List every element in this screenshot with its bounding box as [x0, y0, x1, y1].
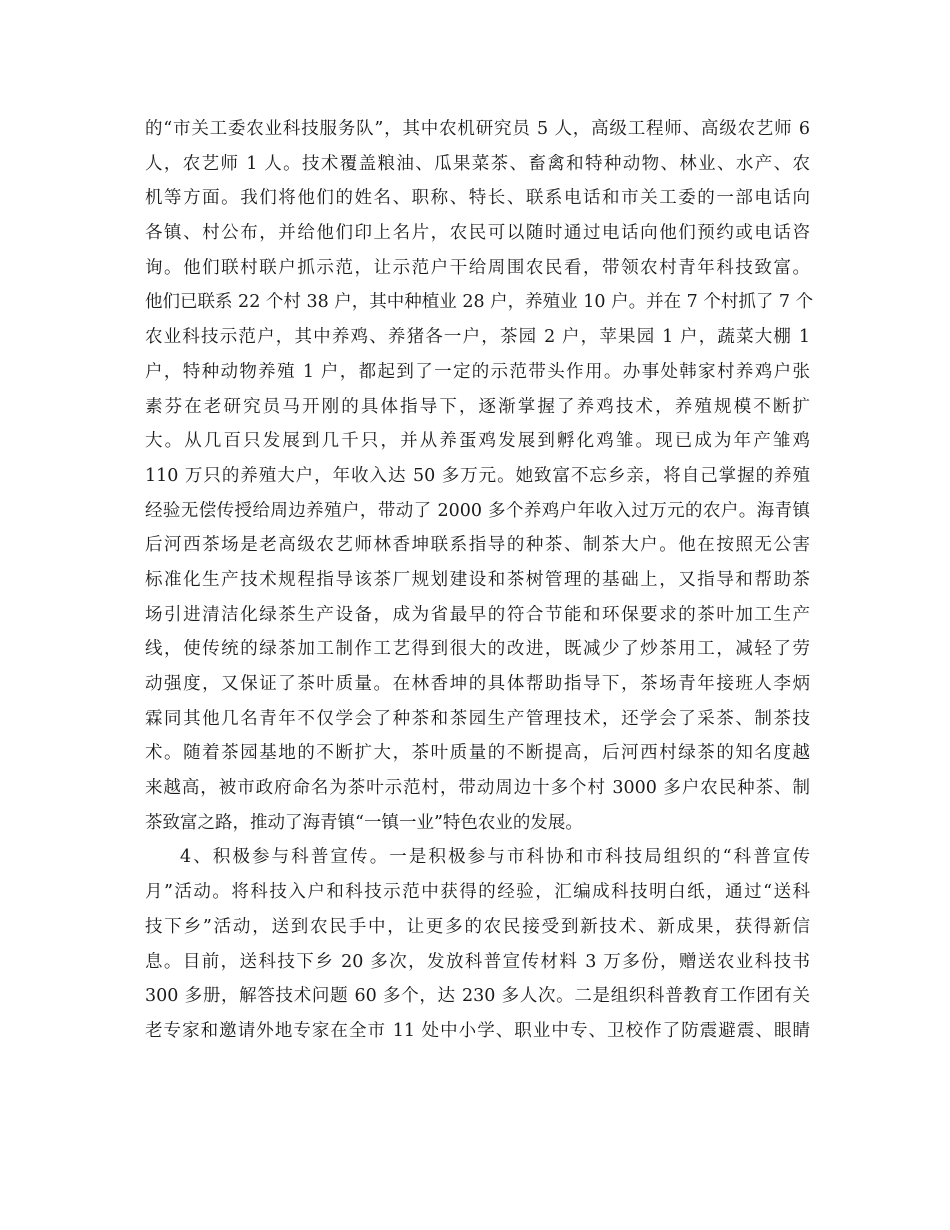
text-line: 他们已联系 22 个村 38 户，其中种植业 28 户，养殖业 10 户。并在 7 个村抓了 7 个: [145, 292, 814, 313]
text-line: 110 万只的养殖大户，年收入达 50 多万元。她致富不忘乡亲，将自己掌握的养殖: [145, 465, 810, 486]
text-line: 来越高，被市政府命名为茶叶示范村，带动周边十多个村 3000 多户农民种茶、制: [145, 778, 810, 799]
document-body: [145, 112, 814, 1049]
text-line: 300 多册，解答技术问题 60 多个，达 230 多人次。二是组织科普教育工作团有关: [145, 986, 810, 1007]
paragraph: [145, 112, 814, 840]
text-line: 霖同其他几名青年不仅学会了种茶和茶园生产管理技术，还学会了采茶、制茶技: [145, 708, 810, 729]
text-line: 技下乡”活动，送到农民手中，让更多的农民接受到新技术、新成果，获得新信: [145, 916, 810, 937]
text-line: 4、积极参与科普宣传。一是积极参与市科协和市科技局组织的“科普宣传: [180, 847, 810, 868]
text-line: 动强度，又保证了茶叶质量。在林香坤的具体帮助指导下，茶场青年接班人李炳: [145, 674, 810, 694]
text-line: 经验无偿传授给周边养殖户，带动了 2000 多个养鸡户年收入过万元的农户。海青镇: [145, 500, 810, 521]
text-line: 询。他们联村联户抓示范，让示范户干给周围农民看，带领农村青年科技致富。: [145, 257, 810, 278]
text-line: 农业科技示范户，其中养鸡、养猪各一户，茶园 2 户，苹果园 1 户，蔬菜大棚 1: [145, 327, 810, 348]
text-line: 场引进清洁化绿茶生产设备，成为省最早的符合节能和环保要求的茶叶加工生产: [145, 604, 810, 625]
text-line: 各镇、村公布，并给他们印上名片，农民可以随时通过电话向他们预约或电话咨: [145, 223, 810, 244]
text-line: 素芬在老研究员马开刚的具体指导下，逐渐掌握了养鸡技术，养殖规模不断扩: [145, 396, 810, 417]
text-line: 月”活动。将科技入户和科技示范中获得的经验，汇编成科技明白纸，通过“送科: [145, 882, 810, 903]
text-line: 大。从几百只发展到几千只，并从养蛋鸡发展到孵化鸡雏。现已成为年产雏鸡: [145, 431, 810, 452]
paragraph: [145, 840, 810, 1048]
text-line: 息。目前，送科技下乡 20 多次，发放科普宣传材料 3 万多份，赠送农业科技书: [145, 951, 810, 972]
text-line: 老专家和邀请外地专家在全市 11 处中小学、职业中专、卫校作了防震避震、眼睛: [145, 1020, 810, 1041]
text-line: 人，农艺师 1 人。技术覆盖粮油、瓜果菜茶、畜禽和特种动物、林业、水产、农: [145, 153, 810, 174]
text-line: 机等方面。我们将他们的姓名、职称、特长、联系电话和市关工委的一部电话向: [145, 188, 810, 209]
text-line: 户，特种动物养殖 1 户，都起到了一定的示范带头作用。办事处韩家村养鸡户张: [145, 361, 810, 382]
text-line: 线，使传统的绿茶加工制作工艺得到很大的改进，既减少了炒茶用工，减轻了劳: [145, 639, 810, 660]
text-line: 标准化生产技术规程指导该茶厂规划建设和茶树管理的基础上，又指导和帮助茶: [145, 569, 810, 590]
text-line: 茶致富之路，推动了海青镇“一镇一业”特色农业的发展。: [145, 812, 583, 833]
text-line: 后河西茶场是老高级农艺师林香坤联系指导的种茶、制茶大户。他在按照无公害: [145, 535, 810, 556]
text-line: 的“市关工委农业科技服务队”，其中农机研究员 5 人，高级工程师、高级农艺师 6: [145, 119, 810, 139]
text-line: 术。随着茶园基地的不断扩大，茶叶质量的不断提高，后河西村绿茶的知名度越: [145, 743, 810, 764]
